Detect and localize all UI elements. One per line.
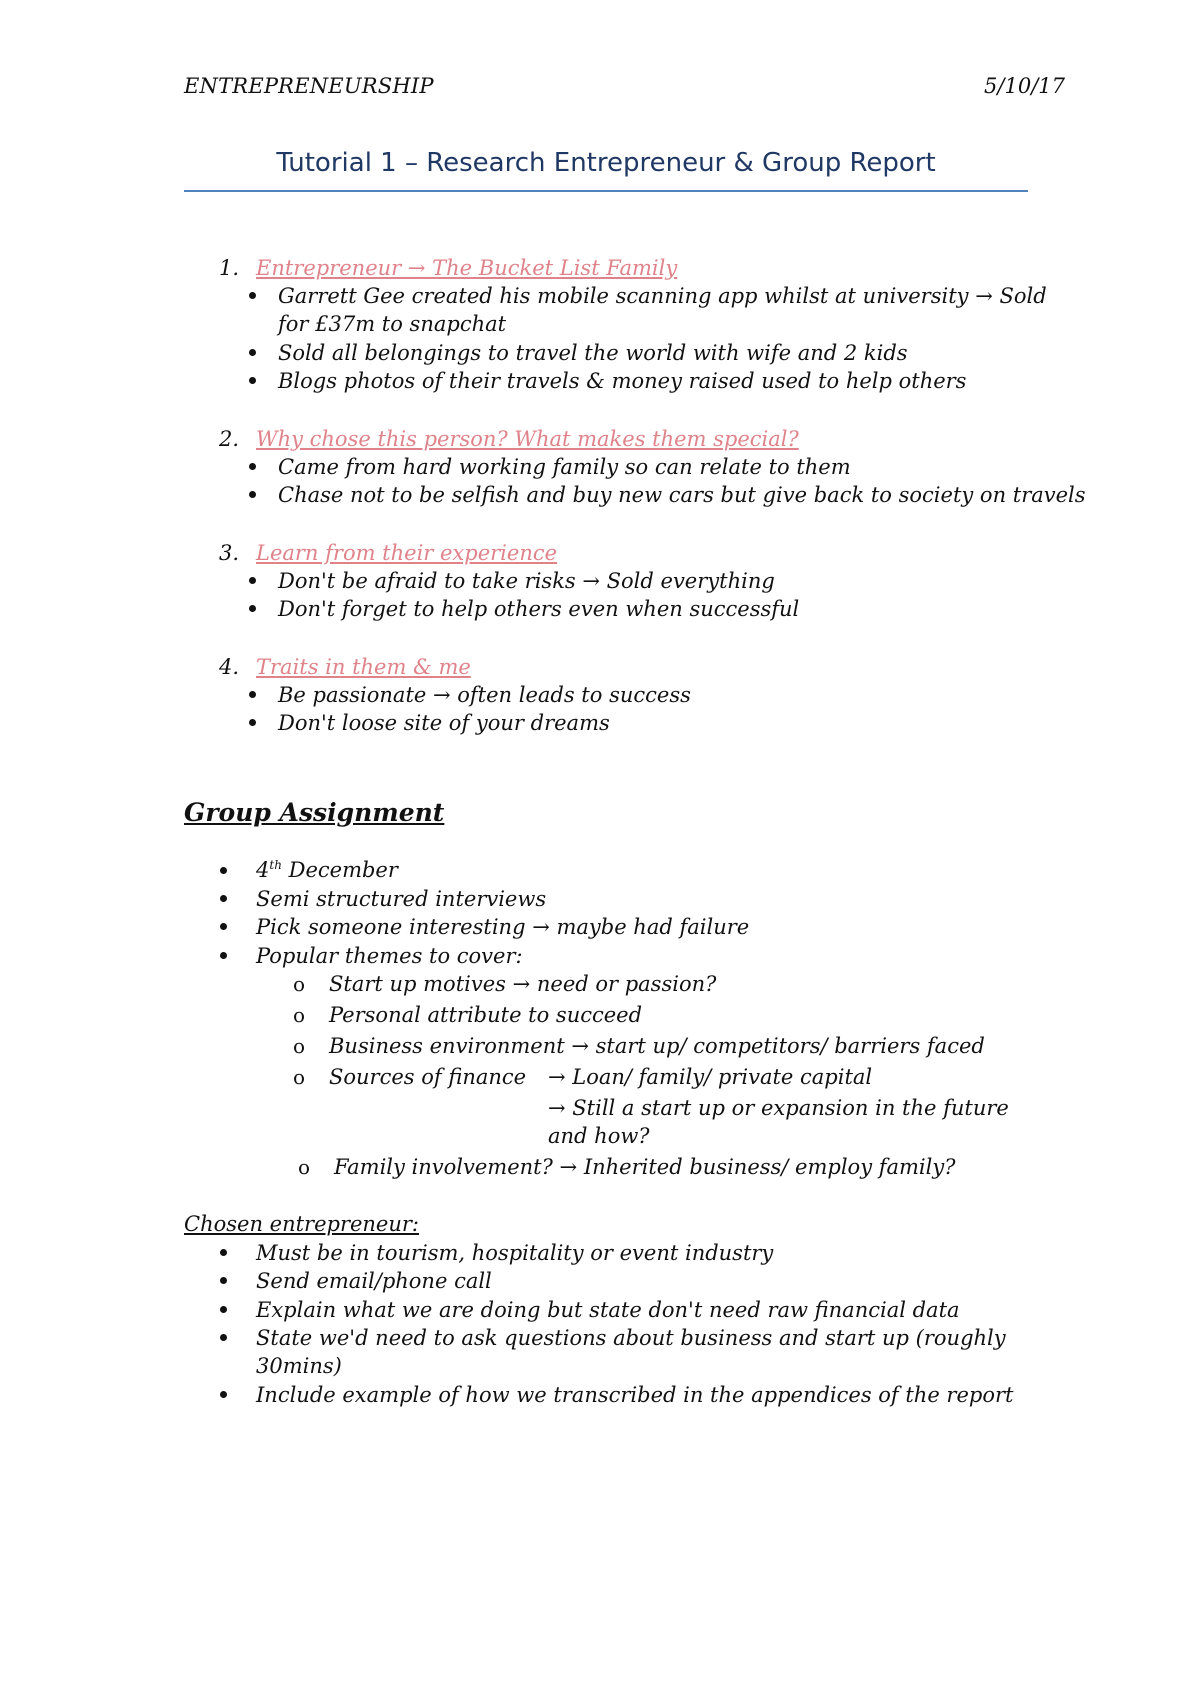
section-4-number: 4. — [219, 655, 240, 679]
sub-bullet-5: Family involvement? → Inherited business/ employ family? — [334, 1155, 956, 1179]
section-3-bullet-2: Don't forget to help others even when successful — [278, 597, 800, 621]
bullet-dot — [220, 952, 227, 959]
section-1-number: 1. — [219, 256, 240, 280]
group-bullet-4: Popular themes to cover: — [256, 944, 523, 968]
sub-bullet-marker: o — [293, 1034, 306, 1058]
group-bullet-2: Semi structured interviews — [256, 887, 547, 911]
chosen-bullet-2: Send email/phone call — [256, 1269, 492, 1293]
chosen-bullet-3: Explain what we are doing but state don't need raw financial data — [256, 1298, 960, 1322]
bullet-dot — [249, 377, 256, 384]
group-bullet-3: Pick someone interesting → maybe had failure — [256, 915, 750, 939]
sub-bullet-2: Personal attribute to succeed — [329, 1003, 643, 1027]
bullet-dot — [220, 1249, 227, 1256]
chosen-bullet-5: Include example of how we transcribed in the appendices of the report — [256, 1383, 1014, 1407]
section-2-heading: Why chose this person? What makes them special? — [256, 427, 799, 451]
chosen-bullet-4-cont: 30mins) — [256, 1354, 342, 1378]
bullet-dot — [249, 491, 256, 498]
section-4-heading: Traits in them & me — [256, 655, 471, 679]
chosen-title: Chosen entrepreneur: — [184, 1212, 419, 1236]
bullet-dot — [220, 1334, 227, 1341]
section-4-bullet-1: Be passionate → often leads to success — [278, 683, 691, 707]
bullet-dot — [249, 605, 256, 612]
bullet-dot — [249, 691, 256, 698]
sub-bullet-1: Start up motives → need or passion? — [329, 972, 717, 996]
section-1-bullet-1-cont: for £37m to snapchat — [278, 312, 507, 336]
bullet-dot — [220, 895, 227, 902]
section-1-bullet-1: Garrett Gee created his mobile scanning app whilst at university → Sold — [278, 284, 1047, 308]
bullet-dot — [249, 577, 256, 584]
section-4-bullet-2: Don't loose site of your dreams — [278, 711, 610, 735]
date-month: December — [281, 858, 398, 882]
bullet-dot — [220, 923, 227, 930]
header-course: ENTREPRENEURSHIP — [184, 74, 434, 98]
sub-bullet-marker: o — [293, 1065, 306, 1089]
chosen-bullet-4: State we'd need to ask questions about business and start up (roughly — [256, 1326, 1006, 1350]
date-suffix: th — [269, 858, 282, 872]
section-1-heading: Entrepreneur → The Bucket List Family — [256, 256, 678, 280]
section-3-heading: Learn from their experience — [256, 541, 558, 565]
group-bullet-date — [256, 858, 398, 882]
bullet-dot — [249, 349, 256, 356]
bullet-dot — [220, 1277, 227, 1284]
bullet-dot — [249, 292, 256, 299]
sub-bullet-4-cont-3: and how? — [548, 1124, 650, 1148]
bullet-dot — [220, 867, 227, 874]
sub-bullet-marker: o — [293, 972, 306, 996]
section-2-number: 2. — [219, 427, 240, 451]
section-1-bullet-3: Blogs photos of their travels & money raised used to help others — [278, 369, 967, 393]
section-2-bullet-2: Chase not to be selfish and buy new cars but give back to society on travels — [278, 483, 1086, 507]
sub-bullet-4-cont-1: → Loan/ family/ private capital — [548, 1065, 873, 1089]
sub-bullet-4: Sources of finance — [329, 1065, 527, 1089]
bullet-dot — [220, 1391, 227, 1398]
section-3-bullet-1: Don't be afraid to take risks → Sold everything — [278, 569, 775, 593]
bullet-dot — [220, 1306, 227, 1313]
section-1-bullet-2: Sold all belongings to travel the world with wife and 2 kids — [278, 341, 908, 365]
section-3-number: 3. — [219, 541, 240, 565]
sub-bullet-marker: o — [298, 1155, 311, 1179]
sub-bullet-marker: o — [293, 1003, 306, 1027]
page-title: Tutorial 1 – Research Entrepreneur & Group Report — [276, 148, 936, 178]
title-underline — [184, 190, 1028, 192]
bullet-dot — [249, 463, 256, 470]
header-date: 5/10/17 — [984, 74, 1065, 98]
group-assignment-title: Group Assignment — [184, 798, 445, 827]
date-number: 4 — [256, 858, 270, 882]
section-2-bullet-1: Came from hard working family so can relate to them — [278, 455, 851, 479]
sub-bullet-4-cont-2: → Still a start up or expansion in the future — [548, 1096, 1009, 1120]
chosen-bullet-1: Must be in tourism, hospitality or event industry — [256, 1241, 774, 1265]
bullet-dot — [249, 719, 256, 726]
sub-bullet-3: Business environment → start up/ competitors/ barriers faced — [329, 1034, 985, 1058]
